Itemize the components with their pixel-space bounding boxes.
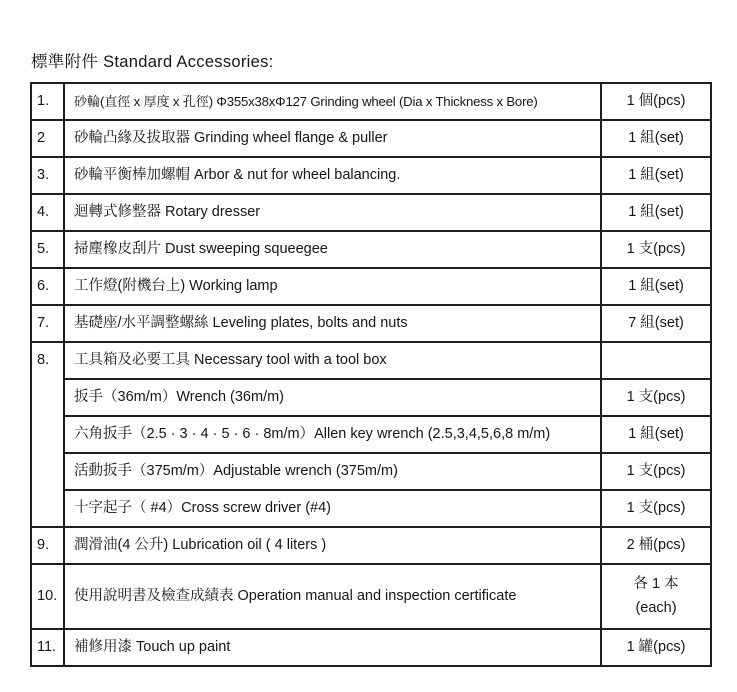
- table-row: [31, 416, 711, 453]
- table-row: [31, 527, 711, 564]
- row-description: 基礎座/水平調整螺絲 Leveling plates, bolts and nuts: [64, 305, 601, 342]
- row-number: 9.: [31, 527, 64, 564]
- row-description: 十字起子（ #4）Cross screw driver (#4): [64, 490, 601, 527]
- table-row: [31, 305, 711, 342]
- row-description: 砂輪凸緣及拔取器 Grinding wheel flange & puller: [64, 120, 601, 157]
- table-row: [31, 342, 711, 379]
- table-row: [31, 231, 711, 268]
- row-number: 3.: [31, 157, 64, 194]
- row-quantity: 1 組(set): [601, 120, 711, 157]
- table-row: [31, 490, 711, 527]
- table-row: [31, 453, 711, 490]
- row-description: 活動扳手（375m/m）Adjustable wrench (375m/m): [64, 453, 601, 490]
- row-quantity: 1 組(set): [601, 194, 711, 231]
- row-quantity: [601, 564, 711, 629]
- table-row: [31, 194, 711, 231]
- row-description: 潤滑油(4 公升) Lubrication oil ( 4 liters ): [64, 527, 601, 564]
- table-row: [31, 629, 711, 666]
- table-row: [31, 83, 711, 120]
- quantity-line-1: 各 1 本: [633, 575, 679, 592]
- row-number: 11.: [31, 629, 64, 666]
- accessories-table: [30, 82, 712, 667]
- row-number: 5.: [31, 231, 64, 268]
- row-quantity: 1 支(pcs): [601, 490, 711, 527]
- row-description: 工具箱及必要工具 Necessary tool with a tool box: [64, 342, 601, 379]
- row-number: 7.: [31, 305, 64, 342]
- row-quantity: [601, 342, 711, 379]
- row-number: 8.: [31, 342, 64, 527]
- row-quantity: 1 組(set): [601, 416, 711, 453]
- row-quantity: 1 組(set): [601, 268, 711, 305]
- row-quantity: 1 支(pcs): [601, 379, 711, 416]
- row-description: 補修用漆 Touch up paint: [64, 629, 601, 666]
- row-quantity: 2 桶(pcs): [601, 527, 711, 564]
- row-quantity: 1 罐(pcs): [601, 629, 711, 666]
- row-description: 工作燈(附機台上) Working lamp: [64, 268, 601, 305]
- row-description: 掃塵橡皮刮片 Dust sweeping squeegee: [64, 231, 601, 268]
- quantity-line-2: (each): [635, 599, 677, 616]
- row-description: 扳手（36m/m）Wrench (36m/m): [64, 379, 601, 416]
- row-number: 4.: [31, 194, 64, 231]
- row-quantity: 1 支(pcs): [601, 231, 711, 268]
- table-row: [31, 120, 711, 157]
- row-quantity: 1 支(pcs): [601, 453, 711, 490]
- table-row: [31, 379, 711, 416]
- table-row: [31, 157, 711, 194]
- page-title: 標準附件 Standard Accessories:: [31, 53, 274, 71]
- row-description: 使用說明書及檢查成績表 Operation manual and inspection certificate: [64, 564, 601, 629]
- row-quantity: 7 組(set): [601, 305, 711, 342]
- table-row: [31, 268, 711, 305]
- row-number: 6.: [31, 268, 64, 305]
- table-row: [31, 564, 711, 629]
- row-quantity: 1 個(pcs): [601, 83, 711, 120]
- row-description: 六角扳手（2.5 · 3 · 4 · 5 · 6 · 8m/m）Allen key wrench (2.5,3,4,5,6,8 m/m): [64, 416, 601, 453]
- row-number: 1.: [31, 83, 64, 120]
- row-description: 砂輪平衡棒加螺帽 Arbor & nut for wheel balancing.: [64, 157, 601, 194]
- row-description: 砂輪(直徑 x 厚度 x 孔徑) Φ355x38xΦ127 Grinding wheel (Dia x Thickness x Bore): [64, 83, 601, 120]
- row-description: 迴轉式修整器 Rotary dresser: [64, 194, 601, 231]
- row-quantity: 1 組(set): [601, 157, 711, 194]
- row-number: 10.: [31, 564, 64, 629]
- row-number: 2: [31, 120, 64, 157]
